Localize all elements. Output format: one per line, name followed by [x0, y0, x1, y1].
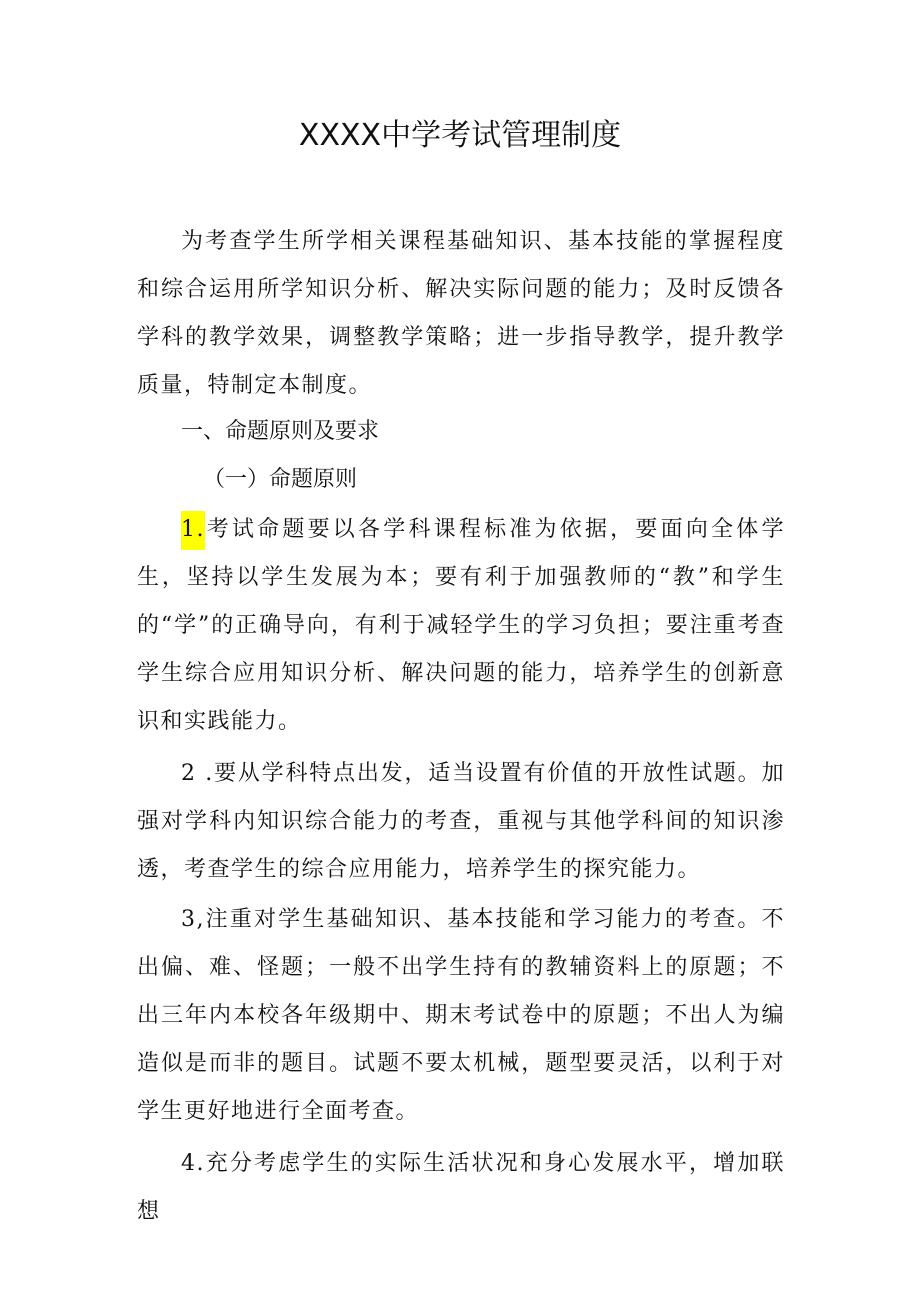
intro-paragraph: 为考查学生所学相关课程基础知识、基本技能的掌握程度和综合运用所学知识分析、解决实际问题的能力；及时反馈各学科的教学效果，调整教学策略；进一步指导教学，提升教学质量，特制定本制度。	[137, 229, 785, 398]
section-heading: 一、命题原则及要求	[181, 419, 380, 444]
document-title: XXXX中学考试管理制度	[298, 118, 622, 153]
principle-item-1	[137, 506, 785, 746]
principle-item-4: 4.充分考虑学生的实际生活状况和身心发展水平，增加联想	[137, 1151, 785, 1224]
principle-item-3: 3,注重对学生基础知识、基本技能和学习能力的考查。不出偏、难、怪题；一般不出学生持有的教辅资料上的原题；不出三年内本校各年级期中、期末考试卷中的原题；不出人为编造似是而非的题目。试题不要太机械，题型要灵活，以利于对学生更好地进行全面考查。	[137, 907, 785, 1124]
principle-item-1-text: 考试命题要以各学科课程标准为依据，要面向全体学生，坚持以学生发展为本；要有利于加强教师的“教”和学生的“学”的正确导向，有利于减轻学生的学习负担；要注重考查学生综合应用知识分析、解决问题的能力，培养学生的创新意识和实践能力。	[137, 517, 785, 734]
subsection-heading: （一）命题原则	[203, 467, 358, 492]
principle-item-2: 2 .要从学科特点出发，适当设置有价值的开放性试题。加强对学科内知识综合能力的考查，重视与其他学科间的知识渗透，考查学生的综合应用能力，培养学生的探究能力。	[137, 761, 785, 882]
highlighted-number: 1.	[181, 511, 205, 550]
